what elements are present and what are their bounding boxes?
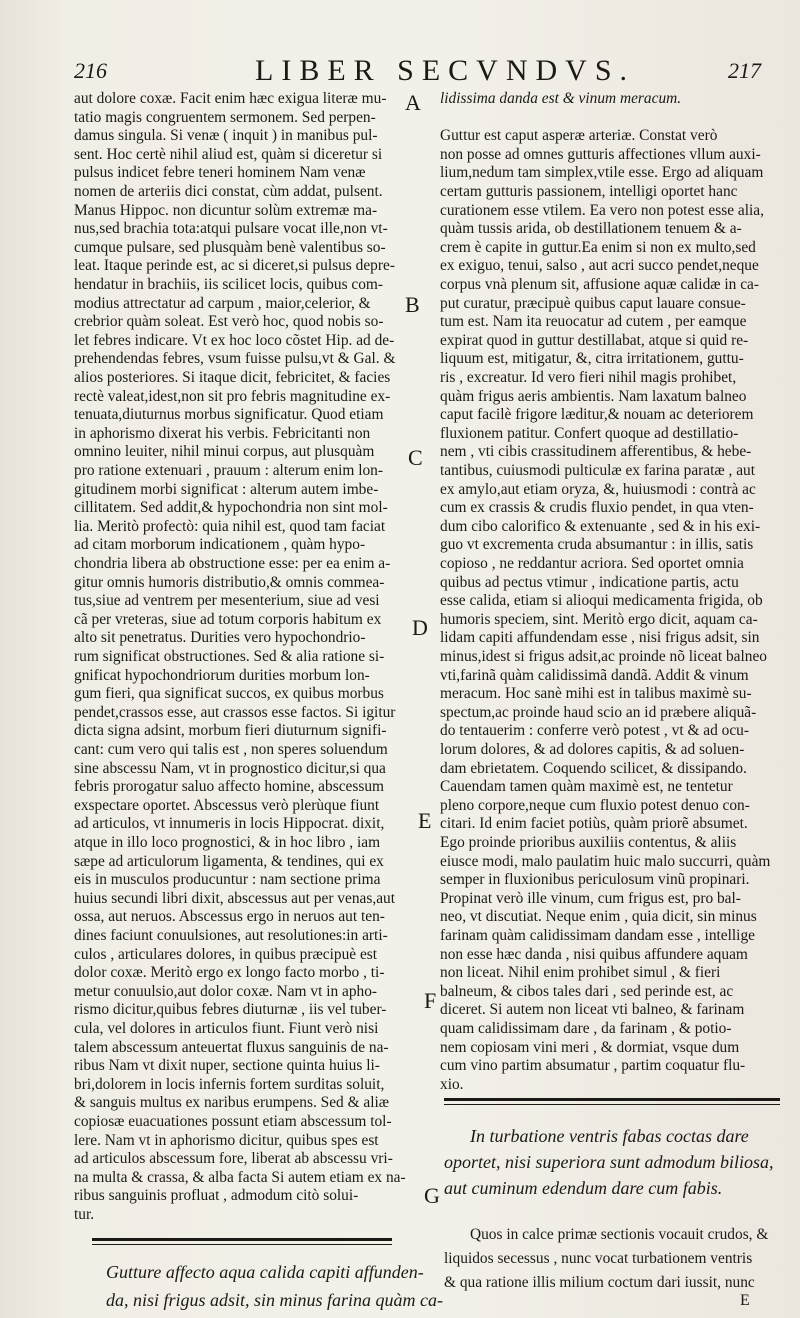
text-line: lium,nedum tam simplex,vtile esse. Ergo ad aliquam xyxy=(440,164,764,182)
text-line: liquum est, mitigatur, &, citra irritationem, guttu- xyxy=(440,350,744,368)
text-line: pulsus indicet febre teneri hominem Nam venæ xyxy=(74,164,366,182)
text-line: dum cibo calorifico & extenuante , sed & in his exi- xyxy=(440,517,761,535)
text-line: na multa & crassa, & alba facta Si autem etiam ex na- xyxy=(74,1168,406,1186)
page-number-left: 216 xyxy=(74,58,107,83)
section-divider-left-thin xyxy=(92,1244,392,1245)
text-line: fluxionem patitur. Confert quoque ad destillatio- xyxy=(440,424,739,442)
text-line: tatio magis congruentem sermonem. Sed perpen- xyxy=(74,108,376,126)
margin-letter: A xyxy=(405,90,421,115)
text-line: cum ex crassis & crudis fluxio pendet, in qua vten- xyxy=(440,499,754,517)
margin-letter: B xyxy=(405,292,420,317)
section-divider-right xyxy=(444,1098,780,1101)
text-line: esse calida, etiam si alioqui medicamenta frigida, ob xyxy=(440,592,763,610)
text-line: quàm frigus aeris ambientis. Nam laxatum balneo xyxy=(440,387,747,405)
text-line: let febres indicare. Vt ex hoc loco cõstet Hip. ad de- xyxy=(74,331,395,349)
text-line: ex exiguo, tenui, salso , aut acri succo pendet,neque xyxy=(440,257,759,275)
text-line: copioso , ne reddantur acriora. Sed oportet omnia xyxy=(440,555,744,572)
running-title: LIBER SECVNDVS. xyxy=(255,54,636,87)
rubric-line: oportet, nisi superiora sunt admodum biliosa, xyxy=(444,1152,774,1172)
text-line: curationem esse vtilem. Ea vero non potest esse alia, xyxy=(440,201,764,219)
text-line: lia. Meritò profectò: quia nihil est, quod tam faciat xyxy=(74,517,386,535)
text-line: nus,sed brachia tota:atqui pulsare vocat ille,non vt- xyxy=(74,220,388,238)
margin-letter: D xyxy=(412,615,428,640)
text-line: metur conuulsio,aut dolor coxæ. Nam vt in apho- xyxy=(74,982,378,1000)
margin-letter: F xyxy=(424,988,437,1013)
text-line: pro ratione extenuari , prauum : alterum enim lon- xyxy=(74,462,383,479)
page-number-right: 217 xyxy=(728,58,761,83)
text-line: non esse hæc danda , nisi quibus affundere aquam xyxy=(440,945,748,963)
rubric-line: da, nisi frigus adsit, sin minus farina quàm ca- xyxy=(106,1290,444,1310)
text-line: ossa, aut neruos. Abscessus ergo in neruos aut ten- xyxy=(74,908,385,926)
text-line: non posse ad omnes gutturis affectiones vllum auxi- xyxy=(440,145,761,163)
text-line: Manus Hippoc. non dicuntur solùm extremæ ma- xyxy=(74,201,378,219)
text-line: Propinat verò ille vinum, cum frigus est, pro bal- xyxy=(440,889,741,907)
text-line: sent. Hoc certè nihil aliud est, quàm si diceretur si xyxy=(74,145,383,163)
text-line: put curatur, præcipuè quibus caput lauare consue- xyxy=(440,294,746,312)
text-line: tus,siue ad ventrem per mesenterium, siue ad vesi xyxy=(74,592,380,610)
text-line: caput facilè frigore læditur,& nouam ac deteriorem xyxy=(440,406,754,424)
margin-letter: C xyxy=(408,445,423,470)
text-line: bri,dolorem in locis infernis fortem surditas soluit, xyxy=(74,1075,385,1093)
text-line: corpus vnà plenum sit, affusione aquæ calidæ in ca- xyxy=(440,276,759,293)
text-line: tur. xyxy=(74,1206,95,1223)
text-line: Cauendam tamen quàm maximè est, ne tentetur xyxy=(440,778,733,796)
text-line: & sanguis multus ex naribus erumpens. Sed & aliæ xyxy=(74,1094,390,1112)
text-line: alios posteriores. Si itaque dicit, febricitet, & facies xyxy=(74,369,391,386)
text-line: pendet,crassos esse, aut crassos esse factos. Si igitur xyxy=(74,703,396,721)
section-divider-left xyxy=(92,1238,392,1241)
rubric-line: Gutture affecto aqua calida capiti affunden- xyxy=(106,1262,424,1282)
text-line: Quos in calce primæ sectionis vocauit crudos, & xyxy=(470,1226,769,1243)
text-line: do tentauerim : conferre verò potest , vt & ad ocu- xyxy=(440,722,749,740)
text-line: rectè valeat,idest,non sit pro febris magnitudine ex- xyxy=(74,387,391,405)
text-line: atque in illo loco prognostici, & in hoc libro , iam xyxy=(74,834,381,851)
catchword: E xyxy=(740,1292,750,1309)
text-line: rum significat obstructiones. Sed & alia ratione si- xyxy=(74,648,385,665)
text-line: exspectare oportet. Abscessus verò plerùque fiunt xyxy=(74,796,380,814)
margin-letter: G xyxy=(424,1183,440,1208)
text-line: non liceat. Nihil enim prohibet simul , & fieri xyxy=(440,964,721,982)
text-line: humoris speciem, sint. Meritò ergo dicit, aquam ca- xyxy=(440,610,758,628)
text-line: liquidos secessus , nunc vocat turbationem ventris xyxy=(444,1250,753,1267)
text-line: copiosæ euacuationes possunt etiam abscessum tol- xyxy=(74,1113,392,1130)
text-line: citari. Id enim faciet potiùs, quàm priorẽ absumet. xyxy=(440,815,748,833)
text-line: talem abscessum anteuertat fluxus sanguinis de na- xyxy=(74,1038,389,1056)
text-line: eiusce modi, malo paulatim huic malo succurri, quàm xyxy=(440,852,771,870)
text-line: neo, vt discutiat. Neque enim , quia dicit, sin minus xyxy=(440,908,757,926)
text-line: vti,farinã quàm calidissimã dandã. Addit & vinum xyxy=(440,666,749,684)
text-line: tantibus, cuiusmodi pulticulæ ex farina paratæ , aut xyxy=(440,462,756,479)
text-line: guo vt excrementa cruda absumantur : in illis, satis xyxy=(440,536,754,554)
text-line: cillitatem. Sed addit,& hypochondria non sint mol- xyxy=(74,499,388,517)
text-line: spectum,ac proinde haud scio an id præbere aliquã- xyxy=(440,703,757,721)
text-line: minus,idest si frigus adsit,ac proinde nõ liceat balneo xyxy=(440,648,767,665)
text-line: ex amylo,aut etiam oryza, &, huiusmodi : contrà ac xyxy=(440,480,756,498)
text-line: lidissima danda est & vinum meracum. xyxy=(440,90,682,107)
text-line: quibus ad pectus vtimur , indicatione partis, actu xyxy=(440,573,739,591)
text-line: sine abscessu Nam, vt in prognostico dicitur,si qua xyxy=(74,759,386,777)
text-line: Ego proinde prioribus auxiliis contentus, & aliis xyxy=(440,834,737,851)
text-line: gnificat hypochondriorum durities morbum lon- xyxy=(74,666,370,684)
text-line: cumque pulsare, sed plusquàm benè valentibus so- xyxy=(74,238,386,256)
text-line: meracum. Hoc sanè mihi est in talibus maximè su- xyxy=(440,685,752,703)
text-line: damus singula. Si venæ ( inquit ) in manibus pul- xyxy=(74,127,378,145)
text-line: diceret. Si autem non liceat vti balneo, & farinam xyxy=(440,1001,745,1019)
text-line: ribus Nam vt dixit nuper, sectione quinta huius li- xyxy=(74,1057,380,1075)
text-line: ad articulos abscessum fore, liberat ab abscessu vri- xyxy=(74,1150,393,1168)
text-line: gitudinem morbi significat : alterum autem imbe- xyxy=(74,480,379,498)
text-line: huius secundi libri dixit, abscessus aut per venas,aut xyxy=(74,889,396,907)
text-line: alto sit penetratus. Durities vero hypochondrio- xyxy=(74,629,366,647)
text-line: dicta signa adsint, morbum fieri diuturnum signifi- xyxy=(74,722,387,740)
text-line: quàm tussis arida, ob destillationem tenuem & a- xyxy=(440,220,742,238)
text-line: cum vino partim absumatur , partim coquatur flu- xyxy=(440,1057,746,1075)
text-line: lere. Nam vt in aphorismo dicitur, quibus spes est xyxy=(74,1131,379,1149)
text-line: xio. xyxy=(440,1075,464,1093)
rubric-line: In turbatione ventris fabas coctas dare xyxy=(470,1126,749,1146)
text-line: omnino leuiter, nihil minui corpus, aut plusquàm xyxy=(74,443,375,461)
text-line: gitur omnis humoris distributio,& omnis commea- xyxy=(74,573,385,591)
text-line: dolor coxæ. Meritò ergo ex longo facto morbo , ti- xyxy=(74,964,385,982)
text-line: crebrior quàm soleat. Est verò hoc, quod nobis so- xyxy=(74,313,384,331)
text-line: hendatur in brachiis, iis scilicet locis, quibus com- xyxy=(74,276,384,293)
text-line: farinam quàm calidissimam dandam esse , intellige xyxy=(440,927,755,944)
text-line: nem , vti cibis crassitudinem afferentibus, & hebe- xyxy=(440,443,752,461)
text-line: in aphorismo dixerat his verbis. Febricitanti non xyxy=(74,424,371,442)
text-line: sæpe ad articulorum ligamenta, & tendines, qui ex xyxy=(74,852,384,870)
text-line: ribus sanguinis profluat , admodum citò solui- xyxy=(74,1187,359,1205)
text-line: culos , articulares dolores, in quibus præcipuè est xyxy=(74,945,378,963)
text-line: cã per vreteras, siue ad totum corporis habitum ex xyxy=(74,610,382,628)
text-line: chondria libera ab obstructione esse: per ea enim a- xyxy=(74,555,391,572)
text-line: tum est. Nam ita reuocatur ad cutem , per eamque xyxy=(440,313,747,331)
section-divider-right-thin xyxy=(444,1104,780,1105)
text-line: semper in fluxionibus periculosum vinũ propinari. xyxy=(440,871,750,889)
text-line: ad articulos, vt innumeris in locis Hippocrat. dixit, xyxy=(74,815,385,833)
text-line: modius attrectatur ad carpum , maior,celerior, & xyxy=(74,294,371,312)
text-line: ris , excreatur. Id vero fieri nihil magis prohibet, xyxy=(440,369,737,386)
rubric-line: aut cuminum edendum dare cum fabis. xyxy=(444,1178,723,1198)
text-line: cula, vel dolores in articulos fiunt. Fiunt verò nisi xyxy=(74,1020,379,1037)
text-line: eis in musculos producuntur : nam sectione prima xyxy=(74,871,381,889)
text-line: balneum, & cibos tales dari , sed perinde est, ac xyxy=(440,982,734,1000)
text-line: crem è capite in guttur.Ea enim si non ex multo,sed xyxy=(440,238,756,256)
text-line: febris prorogatur saluo affecto homine, abscessum xyxy=(74,778,384,796)
text-line: ad citam morborum indicationem , quàm hypo- xyxy=(74,536,366,554)
text-line: dines faciunt conuulsiones, aut resolutiones:in arti- xyxy=(74,927,388,944)
text-line: lorum dolores, & ad dolores capitis, & ad soluen- xyxy=(440,741,745,758)
text-line: Guttur est caput asperæ arteriæ. Constat verò xyxy=(440,127,718,145)
text-line: expirat quod in guttur destillabat, atque si quid re- xyxy=(440,331,749,349)
text-line: certam gutturis passionem, intelligi oportet hanc xyxy=(440,183,738,200)
margin-letter: E xyxy=(418,808,432,833)
text-line: nem copiosam vini meri , & dormiat, vsque dum xyxy=(440,1038,740,1056)
text-line: rismo dicitur,quibus febres diuturnæ , iis vel tuber- xyxy=(74,1001,387,1019)
text-line: leat. Itaque perinde est, ac si diceret,si pulsus depre- xyxy=(74,257,395,275)
text-line: lidam capiti affundendam esse , nisi frigus adsit, sin xyxy=(440,629,760,647)
text-line: pleno corpore,neque cum fluxio potest denuo con- xyxy=(440,796,750,814)
text-line: gum fieri, qua significat succos, ex quibus morbus xyxy=(74,685,384,703)
text-line: aut dolore coxæ. Facit enim hæc exigua literæ mu- xyxy=(74,90,387,107)
text-line: prehendendas febres, vsum fuisse pulsu,vt & Gal. & xyxy=(74,350,396,368)
text-line: & qua ratione illis milium coctum dari iussit, nunc xyxy=(444,1274,755,1291)
text-line: tenuata,diuturnus morbus significatur. Quod etiam xyxy=(74,406,384,424)
text-line: cant: cum vero qui talis est , non speres soluendum xyxy=(74,741,388,758)
text-line: nomen de arteriis dici constat, cùm addat, pulsent. xyxy=(74,183,383,200)
text-line: quam calidissimam dare , da farinam , & potio- xyxy=(440,1020,732,1037)
text-line: dam ebrietatem. Coquendo scilicet, & dissipando. xyxy=(440,759,747,777)
